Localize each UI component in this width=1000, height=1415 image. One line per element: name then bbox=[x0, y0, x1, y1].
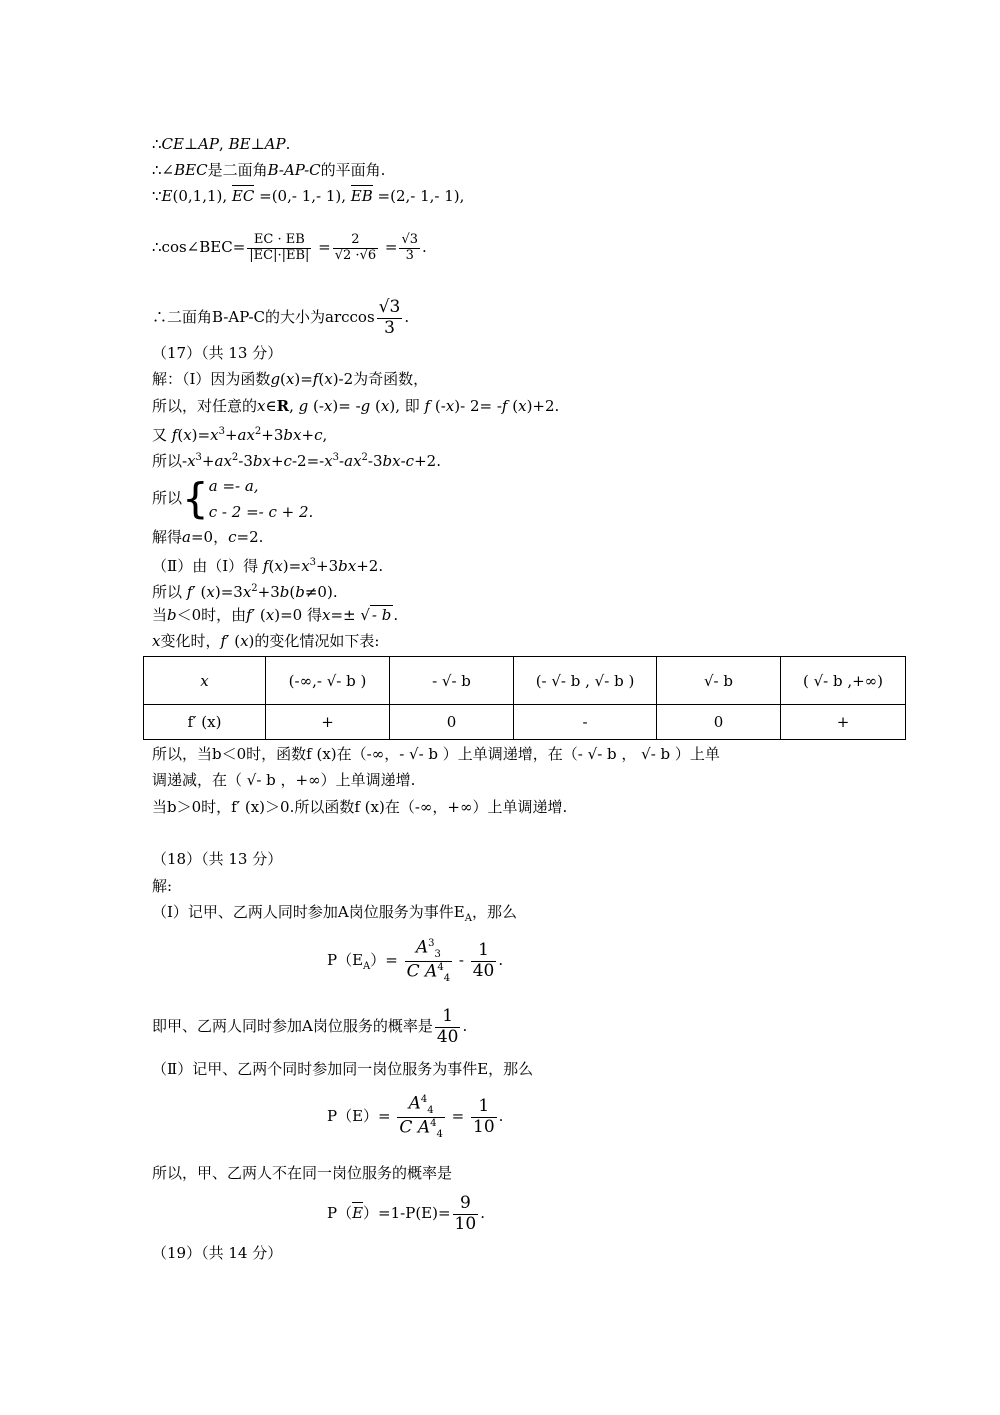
e1-frac-num: 1 bbox=[471, 941, 497, 962]
d3-num: 1 bbox=[435, 1007, 461, 1028]
line-a6: 解得a=0，c=2. bbox=[152, 528, 264, 546]
system-row-2: c - 2 =- c + 2. bbox=[208, 503, 314, 521]
e1-prefix-sub: A bbox=[363, 961, 371, 972]
line-d1: 解: bbox=[152, 877, 173, 895]
line-plane-angle: ∴∠BEC是二面角B-AP-C的平面角. bbox=[152, 161, 386, 179]
cos-frac-2 bbox=[333, 233, 378, 264]
line-a1: 解：（Ⅰ）因为函数g(x)=f(x)-2为奇函数， bbox=[152, 370, 429, 388]
arccos-prefix: ∴二面角B-AP-C的大小为arccos bbox=[152, 308, 375, 326]
e1-num: A bbox=[415, 937, 429, 958]
cos-res-num: √3 bbox=[401, 231, 419, 247]
table-cell: (-∞,- √- b ) bbox=[266, 657, 390, 705]
line-a4: 所以$-x^3+ax^2-3bx+c-2=-x^3-ax^2-3bx-c+2$. bbox=[152, 452, 441, 470]
line-b4: x变化时，f′ (x)的变化情况如下表: bbox=[152, 632, 380, 650]
d2-tail: ，那么 bbox=[471, 903, 517, 921]
e3-frac bbox=[453, 1194, 479, 1234]
e3-den: 10 bbox=[454, 1213, 477, 1234]
cos-mid-den: √2 ·√6 bbox=[334, 247, 377, 263]
table-cell: f′ (x) bbox=[144, 705, 266, 740]
table-row-x bbox=[144, 657, 906, 705]
equation-2: P（E）= $\frac{A^4_4}{C A^4_4}$ = $\frac{1}{10}$ . bbox=[327, 1093, 504, 1140]
e2-eq: = bbox=[451, 1107, 465, 1125]
e1-frac-b bbox=[471, 941, 497, 981]
cos-frac-1 bbox=[247, 233, 311, 264]
line-c1: 所以，当b＜0时，函数f (x)在（-∞，- √- b ）上单调递增，在（- √- b ， √- b ）上单 bbox=[152, 745, 720, 763]
system-prefix: 所以 bbox=[152, 489, 183, 507]
e2-frac-den: 10 bbox=[473, 1116, 495, 1137]
cos-mid-num: 2 bbox=[333, 233, 378, 249]
e3-prefix: P（ bbox=[327, 1204, 353, 1222]
e2-den: C A bbox=[399, 1117, 431, 1138]
table-cell: 0 bbox=[390, 705, 514, 740]
brace-icon: { bbox=[182, 474, 209, 523]
line-a5-system bbox=[152, 470, 313, 526]
d3-text: 即甲、乙两人同时参加A岗位服务的概率是 bbox=[152, 1017, 433, 1035]
e3-num: 9 bbox=[453, 1194, 479, 1215]
table-cell: - bbox=[514, 705, 657, 740]
line-a2: 所以，对任意的x∈R, g (-x)= -g (x), 即 f (-x)- 2= -f (x)+2. bbox=[152, 397, 560, 415]
line-b3: 当b＜0时，由f′ (x)=0 得x=± √ - b . bbox=[152, 606, 399, 624]
d2-text: （Ⅰ）记甲、乙两人同时参加A岗位服务为事件E bbox=[152, 903, 465, 921]
cos-frac-3 bbox=[399, 233, 420, 264]
line-cos: ∴cos∠BEC= $\frac{EC \cdot EB}{|EC|\cdot|EB|}$ = $\frac{2}{√2 \cdot√6}$ = $\frac{√3}{3}$ . bbox=[152, 231, 427, 263]
line-perpendicular: ∴CE⊥AP, BE⊥AP. bbox=[152, 135, 291, 153]
cos-den: |EC|·|EB| bbox=[249, 247, 310, 263]
table-cell: (- √- b , √- b ) bbox=[514, 657, 657, 705]
line-d2 bbox=[152, 902, 517, 929]
line-arccos: ∴二面角B-AP-C的大小为arccos $\frac{√3}{3}$ . bbox=[152, 296, 410, 338]
d3-frac bbox=[435, 1007, 461, 1047]
e1-prefix-tail: ）= bbox=[370, 951, 398, 969]
table-cell: + bbox=[266, 705, 390, 740]
line-c2: 调递减，在（ √- b ，+∞）上单调递增. bbox=[152, 771, 416, 789]
section-19-title: （19）（共 14 分） bbox=[152, 1244, 283, 1262]
line-d5: 所以，甲、乙两人不在同一岗位服务的概率是 bbox=[152, 1164, 453, 1182]
table-cell: 0 bbox=[657, 705, 781, 740]
section-17-title: （17）（共 13 分） bbox=[152, 344, 283, 362]
e2-frac-b bbox=[471, 1097, 497, 1137]
arccos-num: √3 bbox=[378, 296, 401, 317]
d2-sub: A bbox=[464, 913, 472, 924]
e1-minus: - bbox=[458, 951, 464, 969]
e2-frac-num: 1 bbox=[471, 1097, 497, 1118]
system-row-1: a =- a, bbox=[208, 477, 259, 495]
line-c3: 当b＞0时，f′ (x)＞0.所以函数f (x)在（-∞，+∞）上单调递增. bbox=[152, 798, 568, 816]
line-a3: 又 $f(x)=x^3+ax^2+3bx+c$, bbox=[152, 426, 328, 444]
equation-1: $P(E_A)=$ $\frac{A^3_3}{C A^4_4}$ - $\frac{1}{40}$ . bbox=[327, 937, 504, 984]
e2-frac-a: $\frac{A^4_4}{C A^4_4}$ bbox=[399, 1093, 443, 1140]
d3-den: 40 bbox=[436, 1026, 459, 1047]
table-cell: √- b bbox=[657, 657, 781, 705]
cos-prefix: ∴cos∠BEC= bbox=[152, 238, 246, 256]
e1-frac-a: $\frac{A^3_3}{C A^4_4}$ bbox=[406, 937, 451, 984]
equation-3: P（E）=1-P(E)= $\frac{9}{10}$ . bbox=[327, 1192, 485, 1234]
arccos-den: 3 bbox=[384, 317, 395, 338]
e1-frac-den: 40 bbox=[472, 960, 495, 981]
line-d3: 即甲、乙两人同时参加A岗位服务的概率是 $\frac{1}{40}$ . bbox=[152, 1005, 468, 1047]
arccos-frac bbox=[377, 298, 403, 338]
system-rows bbox=[209, 473, 314, 525]
line-vectors: ∵E(0,1,1), EC =(0,- 1,- 1), EB =(2,- 1,- 1), bbox=[152, 187, 465, 205]
e1-prefix: P（E bbox=[327, 951, 364, 969]
e3-mid: ）=1-P(E)= bbox=[363, 1204, 451, 1222]
table-cell: ( √- b ,+∞) bbox=[781, 657, 906, 705]
e2-num: A bbox=[408, 1093, 421, 1114]
section-18-title: （18）（共 13 分） bbox=[152, 850, 283, 868]
table-cell: + bbox=[781, 705, 906, 740]
line-b1: （Ⅱ）由（Ⅰ）得 $f(x)=x^3+3bx+2$. bbox=[152, 557, 384, 575]
e2-prefix: P（E）= bbox=[327, 1107, 391, 1125]
table-cell: - √- b bbox=[390, 657, 514, 705]
line-d4: （Ⅱ）记甲、乙两个同时参加同一岗位服务为事件E，那么 bbox=[152, 1060, 534, 1078]
line-b2: 所以 f′ $(x)=3x^2+3b(b\ne 0)$. bbox=[152, 583, 338, 601]
e3-bar: E bbox=[352, 1204, 364, 1222]
cell-x: x bbox=[200, 671, 209, 690]
cos-res-den: 3 bbox=[405, 247, 414, 263]
table-cell bbox=[144, 657, 266, 705]
table-row-fprime bbox=[144, 705, 906, 740]
cos-num: EC · EB bbox=[247, 233, 311, 249]
e1-den: C A bbox=[406, 961, 438, 982]
variation-table bbox=[143, 656, 906, 740]
